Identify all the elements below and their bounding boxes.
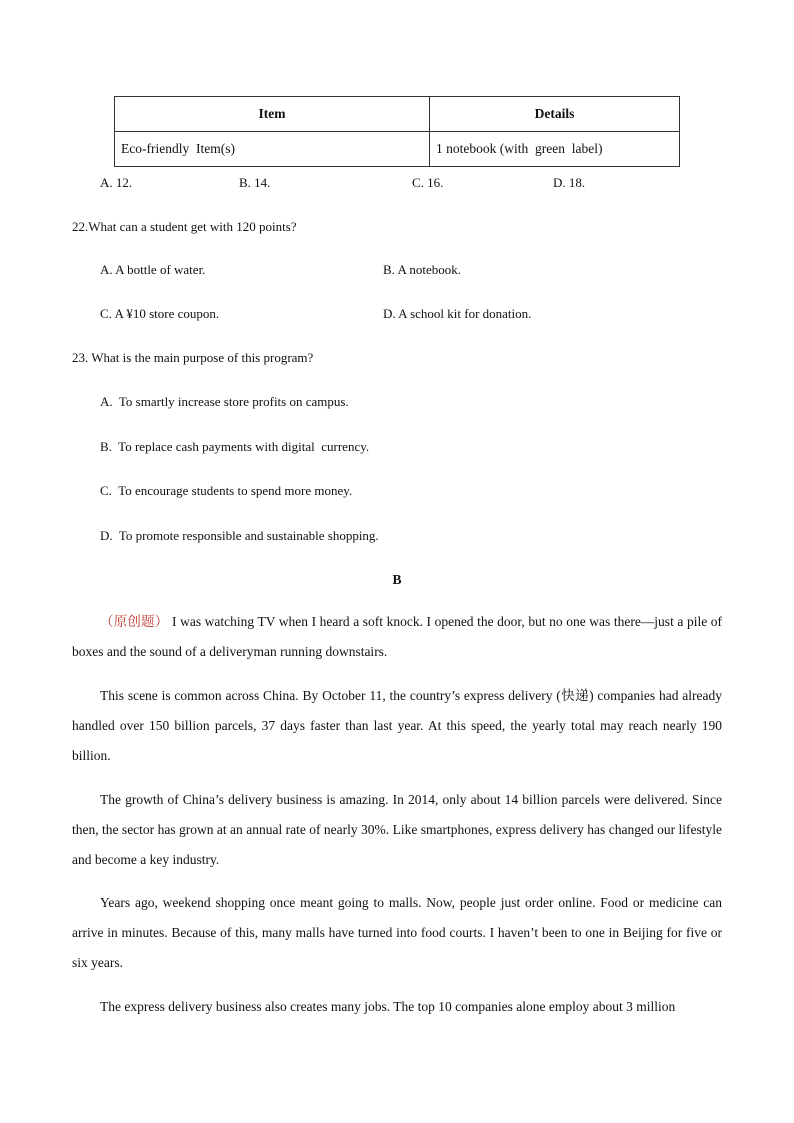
passage-paragraph-1: [72, 607, 722, 667]
q22-option-c: C. A ¥10 store coupon.: [100, 306, 220, 321]
q21-option-a: A. 12.: [100, 175, 133, 190]
q23-question: 23. What is the main purpose of this program?: [72, 350, 314, 365]
passage-paragraph-2: This scene is common across China. By October 11, the country’s express delivery (快递) companies had already handled over 150 billion parcels, 37 days faster than last year. At this speed, the yearly total may reach nearly 190 billion.: [72, 688, 722, 763]
items-table: [114, 96, 680, 167]
table-cell-details: 1 notebook (with green label): [430, 132, 680, 167]
section-b-title: B: [392, 572, 402, 587]
q23-option-c: C. To encourage students to spend more money.: [100, 483, 353, 498]
passage-paragraph-3: The growth of China’s delivery business is amazing. In 2014, only about 14 billion parcels were delivered. Since then, the sector has grown at an annual rate of nearly 30%. Like smartphones, express delivery has changed our lifestyle and become a key industry.: [72, 792, 722, 867]
table-header-row: [115, 97, 680, 132]
q21-option-c: C. 16.: [412, 175, 444, 190]
source-tag: （原创题）: [100, 614, 169, 629]
q23-option-d: D. To promote responsible and sustainable shopping.: [100, 528, 379, 543]
q22-option-a: A. A bottle of water.: [100, 262, 206, 277]
passage-paragraph-4: Years ago, weekend shopping once meant going to malls. Now, people just order online. Food or medicine can arrive in minutes. Because of this, many malls have turned into food courts. I haven’t been to one in Beijing for five or six years.: [72, 895, 722, 970]
table-row: [115, 132, 680, 167]
q22-option-b: B. A notebook.: [383, 262, 462, 277]
q22-question: 22.What can a student get with 120 points?: [72, 219, 297, 234]
table-header-item: Item: [115, 97, 430, 132]
q23-option-b: B. To replace cash payments with digital currency.: [100, 439, 370, 454]
passage-paragraph-5: The express delivery business also creates many jobs. The top 10 companies alone employ about 3 million: [100, 999, 676, 1014]
paragraph-text: I was watching TV when I heard a soft knock. I opened the door, but no one was there—just a pile of boxes and the sound of a deliveryman running downstairs.: [72, 614, 722, 659]
q21-option-b: B. 14.: [239, 175, 271, 190]
table-header-details: Details: [430, 97, 680, 132]
q23-option-a: A. To smartly increase store profits on campus.: [100, 394, 349, 409]
table-cell-item: Eco-friendly Item(s): [115, 132, 430, 167]
q21-option-d: D. 18.: [553, 175, 586, 190]
q22-option-d: D. A school kit for donation.: [383, 306, 532, 321]
